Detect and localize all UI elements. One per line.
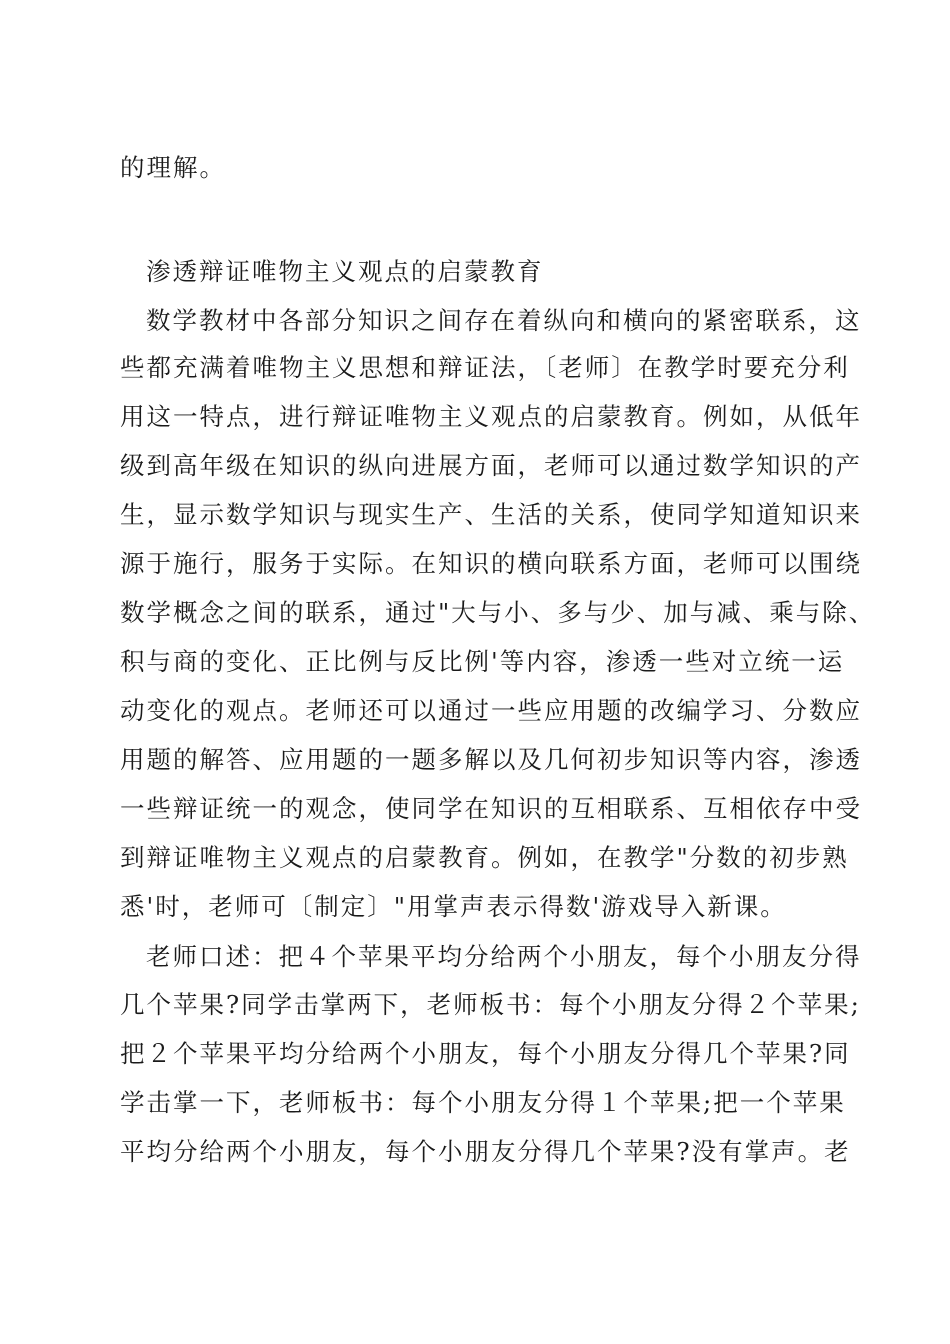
body-line: 把２个苹果平均分给两个小朋友，每个小朋友分得几个苹果?同 — [120, 1039, 851, 1068]
body-line: 用题的解答、应用题的一题多解以及几何初步知识等内容，渗透 — [120, 745, 862, 774]
body-line: 动变化的观点。老师还可以通过一些应用题的改编学习、分数应 — [120, 696, 862, 725]
body-line: 老师口述：把４个苹果平均分给两个小朋友，每个小朋友分得 — [146, 942, 862, 971]
body-line: 级到高年级在知识的纵向进展方面，老师可以通过数学知识的产 — [120, 451, 862, 480]
body-line: 几个苹果?同学击掌两下，老师板书：每个小朋友分得２个苹果; — [120, 990, 861, 1019]
body-line: 积与商的变化、正比例与反比例'等内容，渗透一些对立统一运 — [120, 647, 845, 676]
body-line: 到辩证唯物主义观点的启蒙教育。例如，在教学"分数的初步熟 — [120, 843, 849, 872]
body-line: 平均分给两个小朋友，每个小朋友分得几个苹果?没有掌声。老 — [120, 1137, 851, 1166]
body-line: 生，显示数学知识与现实生产、生活的关系，使同学知道知识来 — [120, 500, 862, 529]
body-line: 用这一特点，进行辩证唯物主义观点的启蒙教育。例如，从低年 — [120, 402, 862, 431]
section-heading: 渗透辩证唯物主义观点的启蒙教育 — [146, 257, 544, 286]
body-line: 些都充满着唯物主义思想和辩证法，〔老师〕在教学时要充分利 — [120, 353, 850, 382]
body-line: 悉'时，老师可〔制定〕"用掌声表示得数'游戏导入新课。 — [120, 892, 787, 921]
body-line: 数学概念之间的联系，通过"大与小、多与少、加与减、乘与除、 — [120, 598, 876, 627]
body-line: 数学教材中各部分知识之间存在着纵向和横向的紧密联系，这 — [146, 306, 862, 335]
paragraph-end-line: 的理解。 — [120, 153, 226, 182]
body-line: 源于施行，服务于实际。在知识的横向联系方面，老师可以围绕 — [120, 549, 862, 578]
body-line: 学击掌一下，老师板书：每个小朋友分得１个苹果;把一个苹果 — [120, 1088, 846, 1117]
body-line: 一些辩证统一的观念，使同学在知识的互相联系、互相依存中受 — [120, 794, 862, 823]
